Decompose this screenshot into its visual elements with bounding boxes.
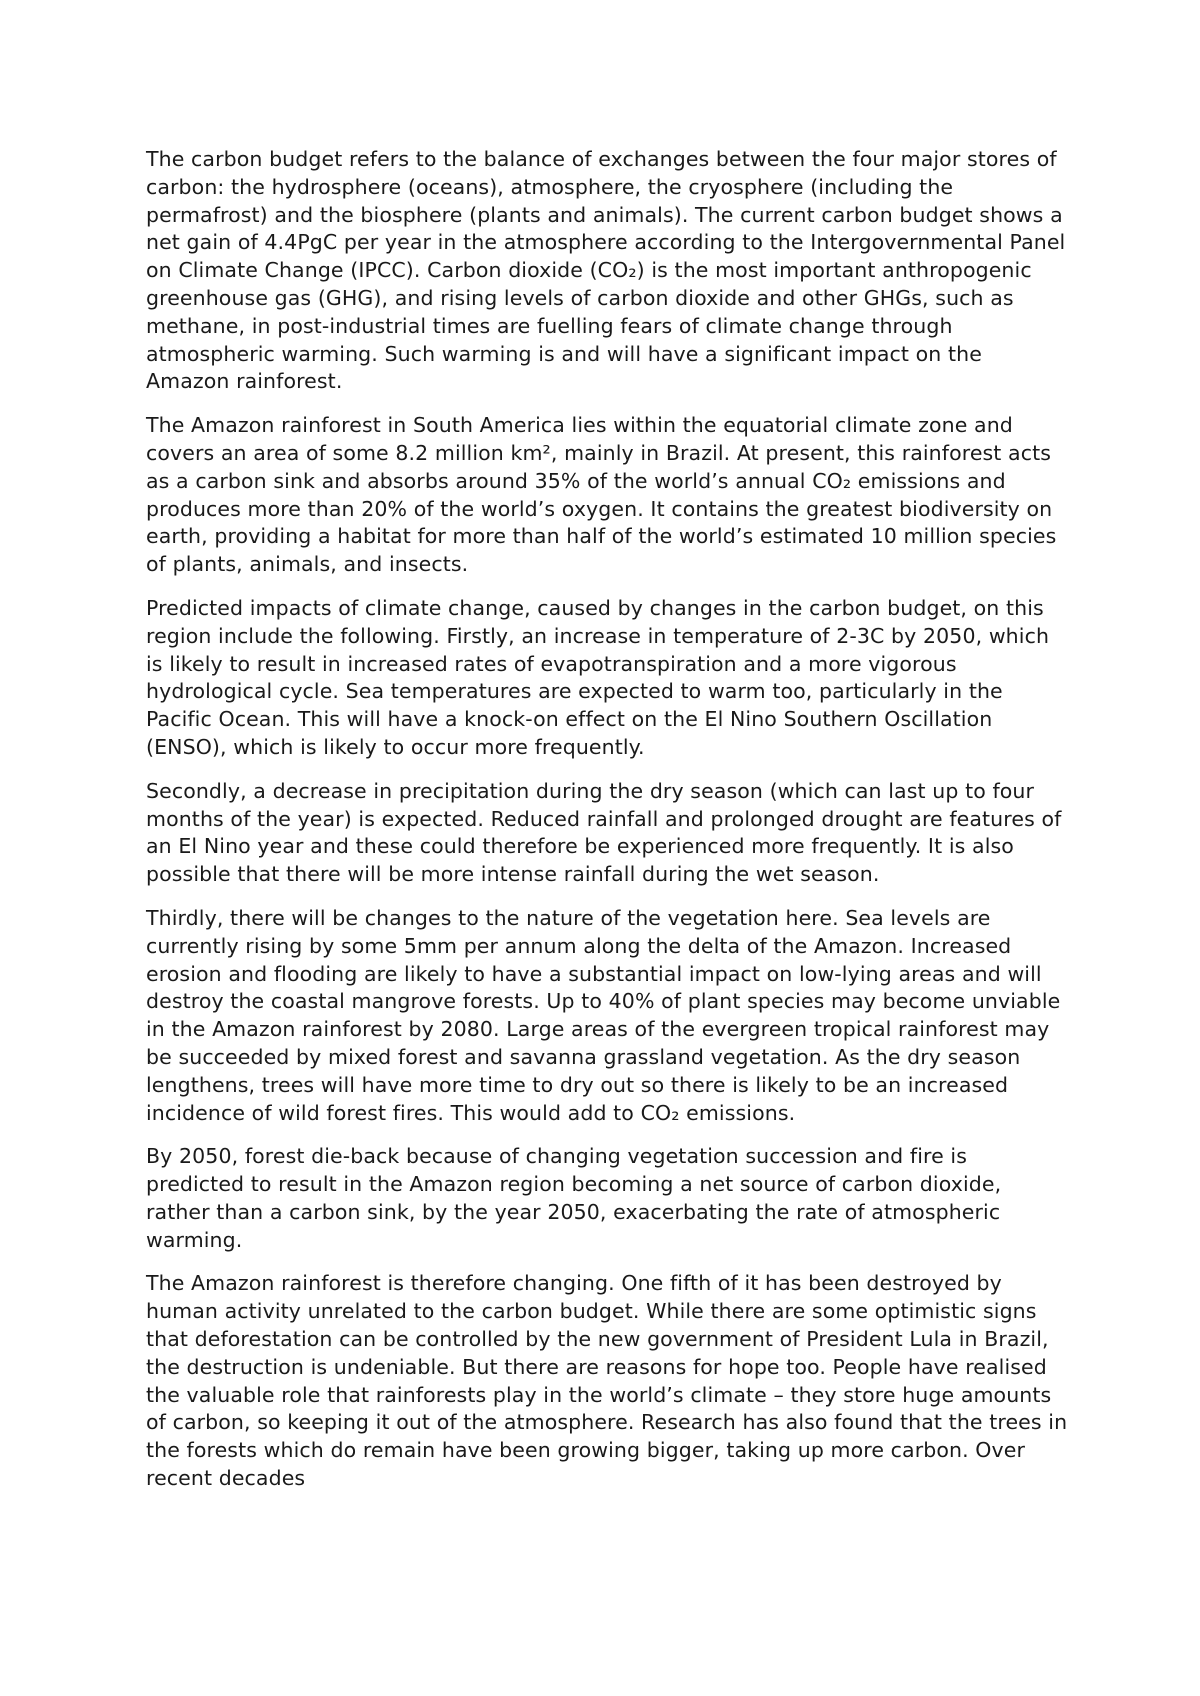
paragraph-amazon-rainforest: The Amazon rainforest in South America lies within the equatorial climate zone and covers an area of some 8.2 million km², mainly in Brazil. At present, this rainforest acts as a carbon sink and absorbs around 35% of the world’s annual CO₂ emissions and produces more than 20% of the world’s oxygen. It contains the greatest biodiversity on earth, providing a habitat for more than half of the world’s estimated 10 million species of plants, animals, and insects.: [146, 413, 1057, 577]
paragraph-changing-rainforest: The Amazon rainforest is therefore changing. One fifth of it has been destroyed by human activity unrelated to the carbon budget. While there are some optimistic signs that deforestation can be controlled by the new government of President Lula in Brazil, the destruction is undeniable. But there are reasons for hope too. People have realised the valuable role that rainforests play in the world’s climate – they store huge amounts of carbon, so keeping it out of the atmosphere. Research has also found that the trees in the forests which do remain have been growing bigger, taking up more carbon. Over recent decades: [146, 1271, 1068, 1491]
paragraph-precipitation: Secondly, a decrease in precipitation during the dry season (which can last up to four months of the year) is expected. Reduced rainfall and prolonged drought are features of an El Nino year and these could therefore be experienced more frequently. It is also possible that there will be more intense rainfall during the wet season.: [146, 778, 1062, 887]
paragraph-predicted-impacts: Predicted impacts of climate change, caused by changes in the carbon budget, on this region include the following. Firstly, an increase in temperature of 2-3C by 2050, which is likely to result in increased rates of evapotranspiration and a more vigorous hydrological cycle. Sea temperatures are expected to warm too, particularly in the Pacific Ocean. This will have a knock-on effect on the El Nino Southern Oscillation (ENSO), which is likely to occur more frequently.: [146, 595, 1050, 759]
document-body: [146, 146, 1071, 1509]
paragraph-carbon-budget: The carbon budget refers to the balance of exchanges between the four major stores of carbon: the hydrosphere (oceans), atmosphere, the cryosphere (including the permafrost) and the biosphere (plants and animals). The current carbon budget shows a net gain of 4.4PgC per year in the atmosphere according to the Intergovernmental Panel on Climate Change (IPCC). Carbon dioxide (CO₂) is the most important anthropogenic greenhouse gas (GHG), and rising levels of carbon dioxide and other GHGs, such as methane, in post-industrial times are fuelling fears of climate change through atmospheric warming. Such warming is and will have a significant impact on the Amazon rainforest.: [146, 147, 1066, 394]
paragraph-forest-dieback: By 2050, forest die-back because of changing vegetation succession and fire is predicted to result in the Amazon region becoming a net source of carbon dioxide, rather than a carbon sink, by the year 2050, exacerbating the rate of atmospheric warming.: [146, 1144, 1002, 1252]
paragraph-vegetation: Thirdly, there will be changes to the nature of the vegetation here. Sea levels are currently rising by some 5mm per annum along the delta of the Amazon. Increased erosion and flooding are likely to have a substantial impact on low-lying areas and will destroy the coastal mangrove forests. Up to 40% of plant species may become unviable in the Amazon rainforest by 2080. Large areas of the evergreen tropical rainforest may be succeeded by mixed forest and savanna grassland vegetation. As the dry season lengthens, trees will have more time to dry out so there is likely to be an increased incidence of wild forest fires. This would add to CO₂ emissions.: [146, 905, 1061, 1125]
